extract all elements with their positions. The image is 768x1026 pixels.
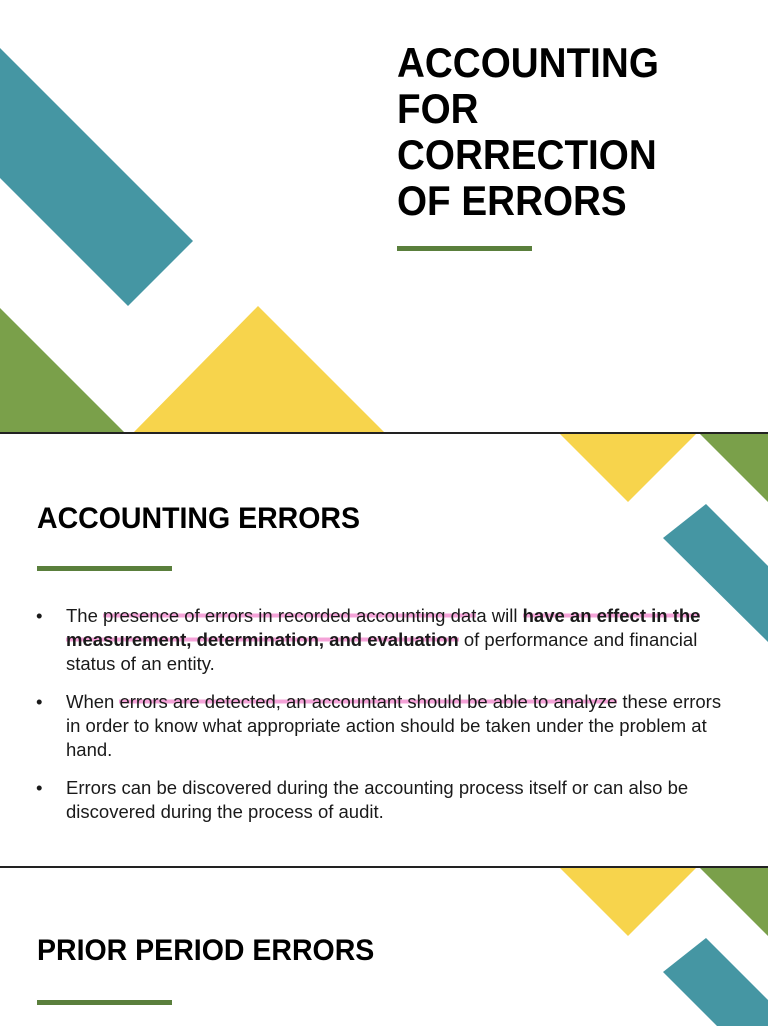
list-item: • When errors are detected, an accountant should be able to analyze these errors in order to know what appropriate action should be taken under the problem at hand. — [36, 691, 722, 760]
yellow-triangle — [134, 306, 384, 432]
slide-accounting-errors — [0, 432, 768, 868]
yellow-triangle — [560, 434, 696, 502]
slide-heading: ACCOUNTING ERRORS — [37, 502, 361, 535]
bullet-dot: • — [36, 691, 43, 712]
bullet-list — [36, 604, 726, 838]
green-triangle — [0, 308, 124, 432]
green-triangle — [700, 434, 768, 502]
presentation-title: ACCOUNTING FOR CORRECTION OF ERRORS — [397, 39, 659, 224]
green-triangle — [700, 868, 768, 936]
highlighted-text: presence of errors in recorded accounting dat — [103, 605, 477, 626]
slide-heading: PRIOR PERIOD ERRORS — [37, 934, 375, 967]
bold-highlighted-text: have an effect in the measurement, determination, and evaluation — [66, 605, 701, 650]
slide-title — [0, 0, 768, 432]
bullet-dot: • — [36, 777, 43, 798]
title-underline — [397, 246, 532, 251]
yellow-triangle — [560, 868, 696, 936]
list-item: • The presence of errors in recorded accounting data will have an effect in the measurement, determination, and evaluation of performance and financial status of an entity. — [36, 605, 701, 674]
slide-prior-period-errors — [0, 866, 768, 1026]
heading-underline — [37, 1000, 172, 1005]
list-item: • Errors can be discovered during the accounting process itself or can also be discovered during the process of audit. — [36, 777, 689, 822]
heading-underline — [37, 566, 172, 571]
teal-band — [663, 938, 768, 1026]
highlighted-text: errors are detected, an accountant should be able to analyze — [119, 691, 618, 712]
bullet-dot: • — [36, 605, 43, 626]
teal-band — [0, 48, 193, 306]
